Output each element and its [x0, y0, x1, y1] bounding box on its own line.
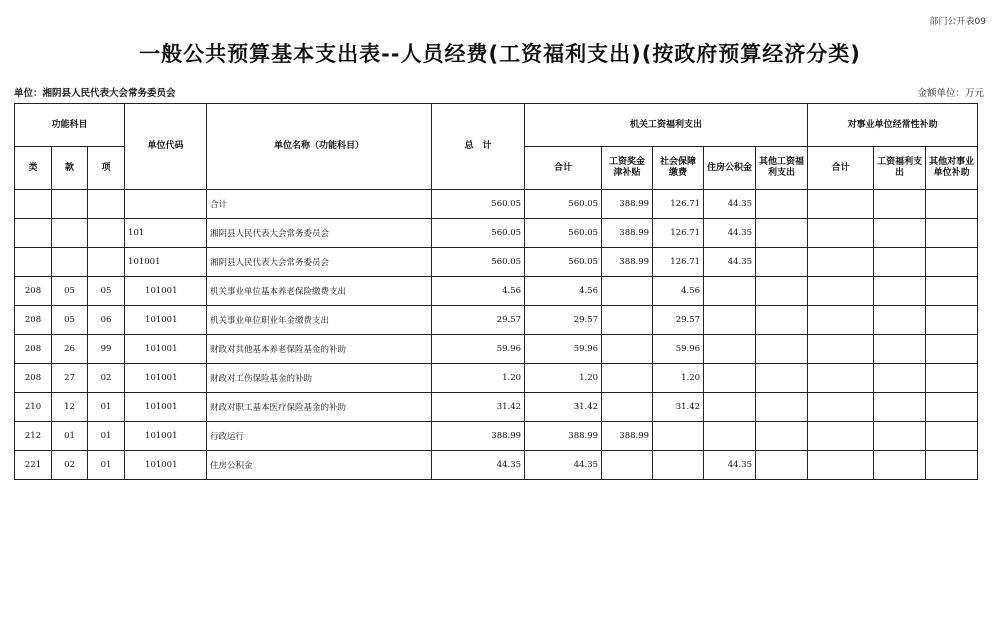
cell-xiang: [88, 190, 125, 219]
cell-biz-salary: [874, 277, 926, 306]
cell-kuan: [52, 190, 88, 219]
header-xiang: 项: [88, 147, 125, 190]
header-biz-salary: 工资福利支出: [874, 147, 926, 190]
cell-lei: [15, 190, 52, 219]
cell-gov-housing: [704, 422, 756, 451]
table-row: [15, 422, 978, 451]
cell-xiang: 01: [88, 451, 125, 480]
cell-unit-name: 机关事业单位职业年金缴费支出: [207, 306, 432, 335]
cell-unit-name: 湘阴县人民代表大会常务委员会: [207, 248, 432, 277]
cell-gov-housing: 44.35: [704, 248, 756, 277]
cell-lei: 221: [15, 451, 52, 480]
table-row: [15, 364, 978, 393]
cell-biz-other: [926, 335, 978, 364]
cell-gov-social: 126.71: [653, 219, 704, 248]
cell-total: 1.20: [432, 364, 525, 393]
table-row: [15, 335, 978, 364]
cell-total: 560.05: [432, 190, 525, 219]
cell-biz-salary: [874, 393, 926, 422]
header-unit-code: 单位代码: [125, 104, 207, 190]
cell-biz-salary: [874, 451, 926, 480]
table-row: [15, 277, 978, 306]
header-lei: 类: [15, 147, 52, 190]
header-gov-group: 机关工资福利支出: [525, 104, 808, 147]
cell-kuan: 26: [52, 335, 88, 364]
cell-biz-sum: [808, 335, 874, 364]
cell-lei: [15, 248, 52, 277]
cell-unit-code: 101001: [125, 393, 207, 422]
cell-biz-salary: [874, 422, 926, 451]
cell-unit-name: 财政对工伤保险基金的补助: [207, 364, 432, 393]
cell-unit-code: 101001: [125, 422, 207, 451]
table-row: [15, 190, 978, 219]
cell-lei: 208: [15, 277, 52, 306]
cell-gov-other: [756, 277, 808, 306]
cell-gov-social: 126.71: [653, 248, 704, 277]
cell-gov-other: [756, 219, 808, 248]
cell-gov-housing: 44.35: [704, 190, 756, 219]
cell-unit-name: 湘阴县人民代表大会常务委员会: [207, 219, 432, 248]
cell-biz-salary: [874, 364, 926, 393]
cell-unit-code: 101: [125, 219, 207, 248]
cell-unit-code: 101001: [125, 306, 207, 335]
cell-kuan: 12: [52, 393, 88, 422]
cell-kuan: 05: [52, 277, 88, 306]
cell-gov-housing: [704, 393, 756, 422]
cell-gov-sum: 388.99: [525, 422, 602, 451]
cell-biz-salary: [874, 335, 926, 364]
header-total: 总 计: [432, 104, 525, 190]
cell-gov-social: 126.71: [653, 190, 704, 219]
cell-gov-social: 4.56: [653, 277, 704, 306]
cell-biz-sum: [808, 393, 874, 422]
cell-gov-other: [756, 393, 808, 422]
cell-gov-sum: 59.96: [525, 335, 602, 364]
cell-total: 4.56: [432, 277, 525, 306]
header-gov-social: 社会保障缴费: [653, 147, 704, 190]
cell-gov-housing: 44.35: [704, 219, 756, 248]
table-row: [15, 306, 978, 335]
cell-xiang: [88, 248, 125, 277]
cell-gov-salary: [602, 306, 653, 335]
cell-gov-other: [756, 364, 808, 393]
cell-gov-salary: 388.99: [602, 422, 653, 451]
cell-gov-social: [653, 422, 704, 451]
cell-kuan: [52, 219, 88, 248]
header-gov-sum: 合计: [525, 147, 602, 190]
cell-gov-sum: 29.57: [525, 306, 602, 335]
cell-biz-sum: [808, 364, 874, 393]
cell-unit-name: 财政对职工基本医疗保险基金的补助: [207, 393, 432, 422]
header-gov-other: 其他工资福利支出: [756, 147, 808, 190]
cell-gov-sum: 44.35: [525, 451, 602, 480]
header-kuan: 款: [52, 147, 88, 190]
table-row: [15, 248, 978, 277]
header-unit-name: 单位名称（功能科目）: [207, 104, 432, 190]
cell-xiang: [88, 219, 125, 248]
cell-gov-social: 1.20: [653, 364, 704, 393]
cell-biz-sum: [808, 248, 874, 277]
cell-xiang: 01: [88, 422, 125, 451]
cell-gov-salary: 388.99: [602, 248, 653, 277]
cell-unit-name: 机关事业单位基本养老保险缴费支出: [207, 277, 432, 306]
cell-biz-other: [926, 277, 978, 306]
cell-unit-name: 行政运行: [207, 422, 432, 451]
cell-total: 560.05: [432, 248, 525, 277]
cell-gov-salary: [602, 335, 653, 364]
cell-xiang: 01: [88, 393, 125, 422]
cell-gov-sum: 4.56: [525, 277, 602, 306]
cell-xiang: 06: [88, 306, 125, 335]
cell-biz-other: [926, 248, 978, 277]
header-biz-group: 对事业单位经常性补助: [808, 104, 978, 147]
cell-gov-other: [756, 335, 808, 364]
cell-gov-other: [756, 190, 808, 219]
cell-biz-salary: [874, 248, 926, 277]
cell-unit-name: 住房公积金: [207, 451, 432, 480]
unit-label: 单位：湘阴县人民代表大会常务委员会: [14, 88, 176, 99]
cell-gov-salary: [602, 364, 653, 393]
cell-unit-name: 合计: [207, 190, 432, 219]
cell-total: 31.42: [432, 393, 525, 422]
cell-biz-salary: [874, 190, 926, 219]
cell-gov-housing: [704, 277, 756, 306]
cell-biz-other: [926, 422, 978, 451]
cell-biz-other: [926, 306, 978, 335]
header-func-subject: 功能科目: [15, 104, 125, 147]
cell-kuan: 05: [52, 306, 88, 335]
cell-kuan: [52, 248, 88, 277]
cell-gov-salary: [602, 277, 653, 306]
cell-gov-salary: 388.99: [602, 219, 653, 248]
cell-gov-sum: 560.05: [525, 248, 602, 277]
cell-kuan: 01: [52, 422, 88, 451]
cell-biz-sum: [808, 306, 874, 335]
cell-xiang: 05: [88, 277, 125, 306]
cell-total: 44.35: [432, 451, 525, 480]
cell-biz-sum: [808, 451, 874, 480]
cell-biz-sum: [808, 190, 874, 219]
cell-gov-social: [653, 451, 704, 480]
cell-biz-other: [926, 451, 978, 480]
cell-gov-housing: [704, 364, 756, 393]
cell-biz-other: [926, 393, 978, 422]
cell-gov-other: [756, 422, 808, 451]
cell-biz-sum: [808, 219, 874, 248]
header-gov-salary: 工资奖金津补贴: [602, 147, 653, 190]
cell-unit-code: 101001: [125, 335, 207, 364]
cell-gov-other: [756, 451, 808, 480]
cell-gov-other: [756, 306, 808, 335]
cell-total: 29.57: [432, 306, 525, 335]
expenditure-table: [14, 103, 978, 480]
cell-xiang: 99: [88, 335, 125, 364]
cell-biz-other: [926, 364, 978, 393]
cell-unit-code: 101001: [125, 451, 207, 480]
table-number-label: 部门公开表09: [929, 17, 986, 27]
cell-lei: 212: [15, 422, 52, 451]
header-gov-housing: 住房公积金: [704, 147, 756, 190]
cell-gov-salary: 388.99: [602, 190, 653, 219]
cell-unit-code: 101001: [125, 277, 207, 306]
cell-total: 388.99: [432, 422, 525, 451]
cell-gov-salary: [602, 393, 653, 422]
cell-lei: 208: [15, 364, 52, 393]
cell-total: 560.05: [432, 219, 525, 248]
table-row: [15, 393, 978, 422]
cell-unit-name: 财政对其他基本养老保险基金的补助: [207, 335, 432, 364]
cell-biz-sum: [808, 277, 874, 306]
cell-lei: [15, 219, 52, 248]
header-biz-sum: 合计: [808, 147, 874, 190]
cell-unit-code: 101001: [125, 248, 207, 277]
cell-gov-sum: 560.05: [525, 190, 602, 219]
cell-gov-social: 31.42: [653, 393, 704, 422]
cell-kuan: 02: [52, 451, 88, 480]
cell-gov-housing: [704, 306, 756, 335]
cell-lei: 208: [15, 335, 52, 364]
table-row: [15, 219, 978, 248]
table-row: [15, 451, 978, 480]
cell-xiang: 02: [88, 364, 125, 393]
cell-lei: 208: [15, 306, 52, 335]
cell-unit-code: 101001: [125, 364, 207, 393]
cell-gov-housing: 44.35: [704, 451, 756, 480]
cell-gov-social: 29.57: [653, 306, 704, 335]
cell-biz-sum: [808, 422, 874, 451]
amount-unit-label: 金额单位：万元: [917, 88, 984, 99]
cell-lei: 210: [15, 393, 52, 422]
cell-gov-sum: 1.20: [525, 364, 602, 393]
cell-biz-salary: [874, 306, 926, 335]
cell-gov-housing: [704, 335, 756, 364]
cell-unit-code: [125, 190, 207, 219]
cell-biz-other: [926, 219, 978, 248]
cell-biz-salary: [874, 219, 926, 248]
page-title: 一般公共预算基本支出表--人员经费(工资福利支出)(按政府预算经济分类): [139, 42, 861, 66]
cell-gov-social: 59.96: [653, 335, 704, 364]
cell-kuan: 27: [52, 364, 88, 393]
cell-gov-sum: 31.42: [525, 393, 602, 422]
cell-biz-other: [926, 190, 978, 219]
cell-total: 59.96: [432, 335, 525, 364]
header-biz-other: 其他对事业单位补助: [926, 147, 978, 190]
cell-gov-other: [756, 248, 808, 277]
cell-gov-sum: 560.05: [525, 219, 602, 248]
cell-gov-salary: [602, 451, 653, 480]
